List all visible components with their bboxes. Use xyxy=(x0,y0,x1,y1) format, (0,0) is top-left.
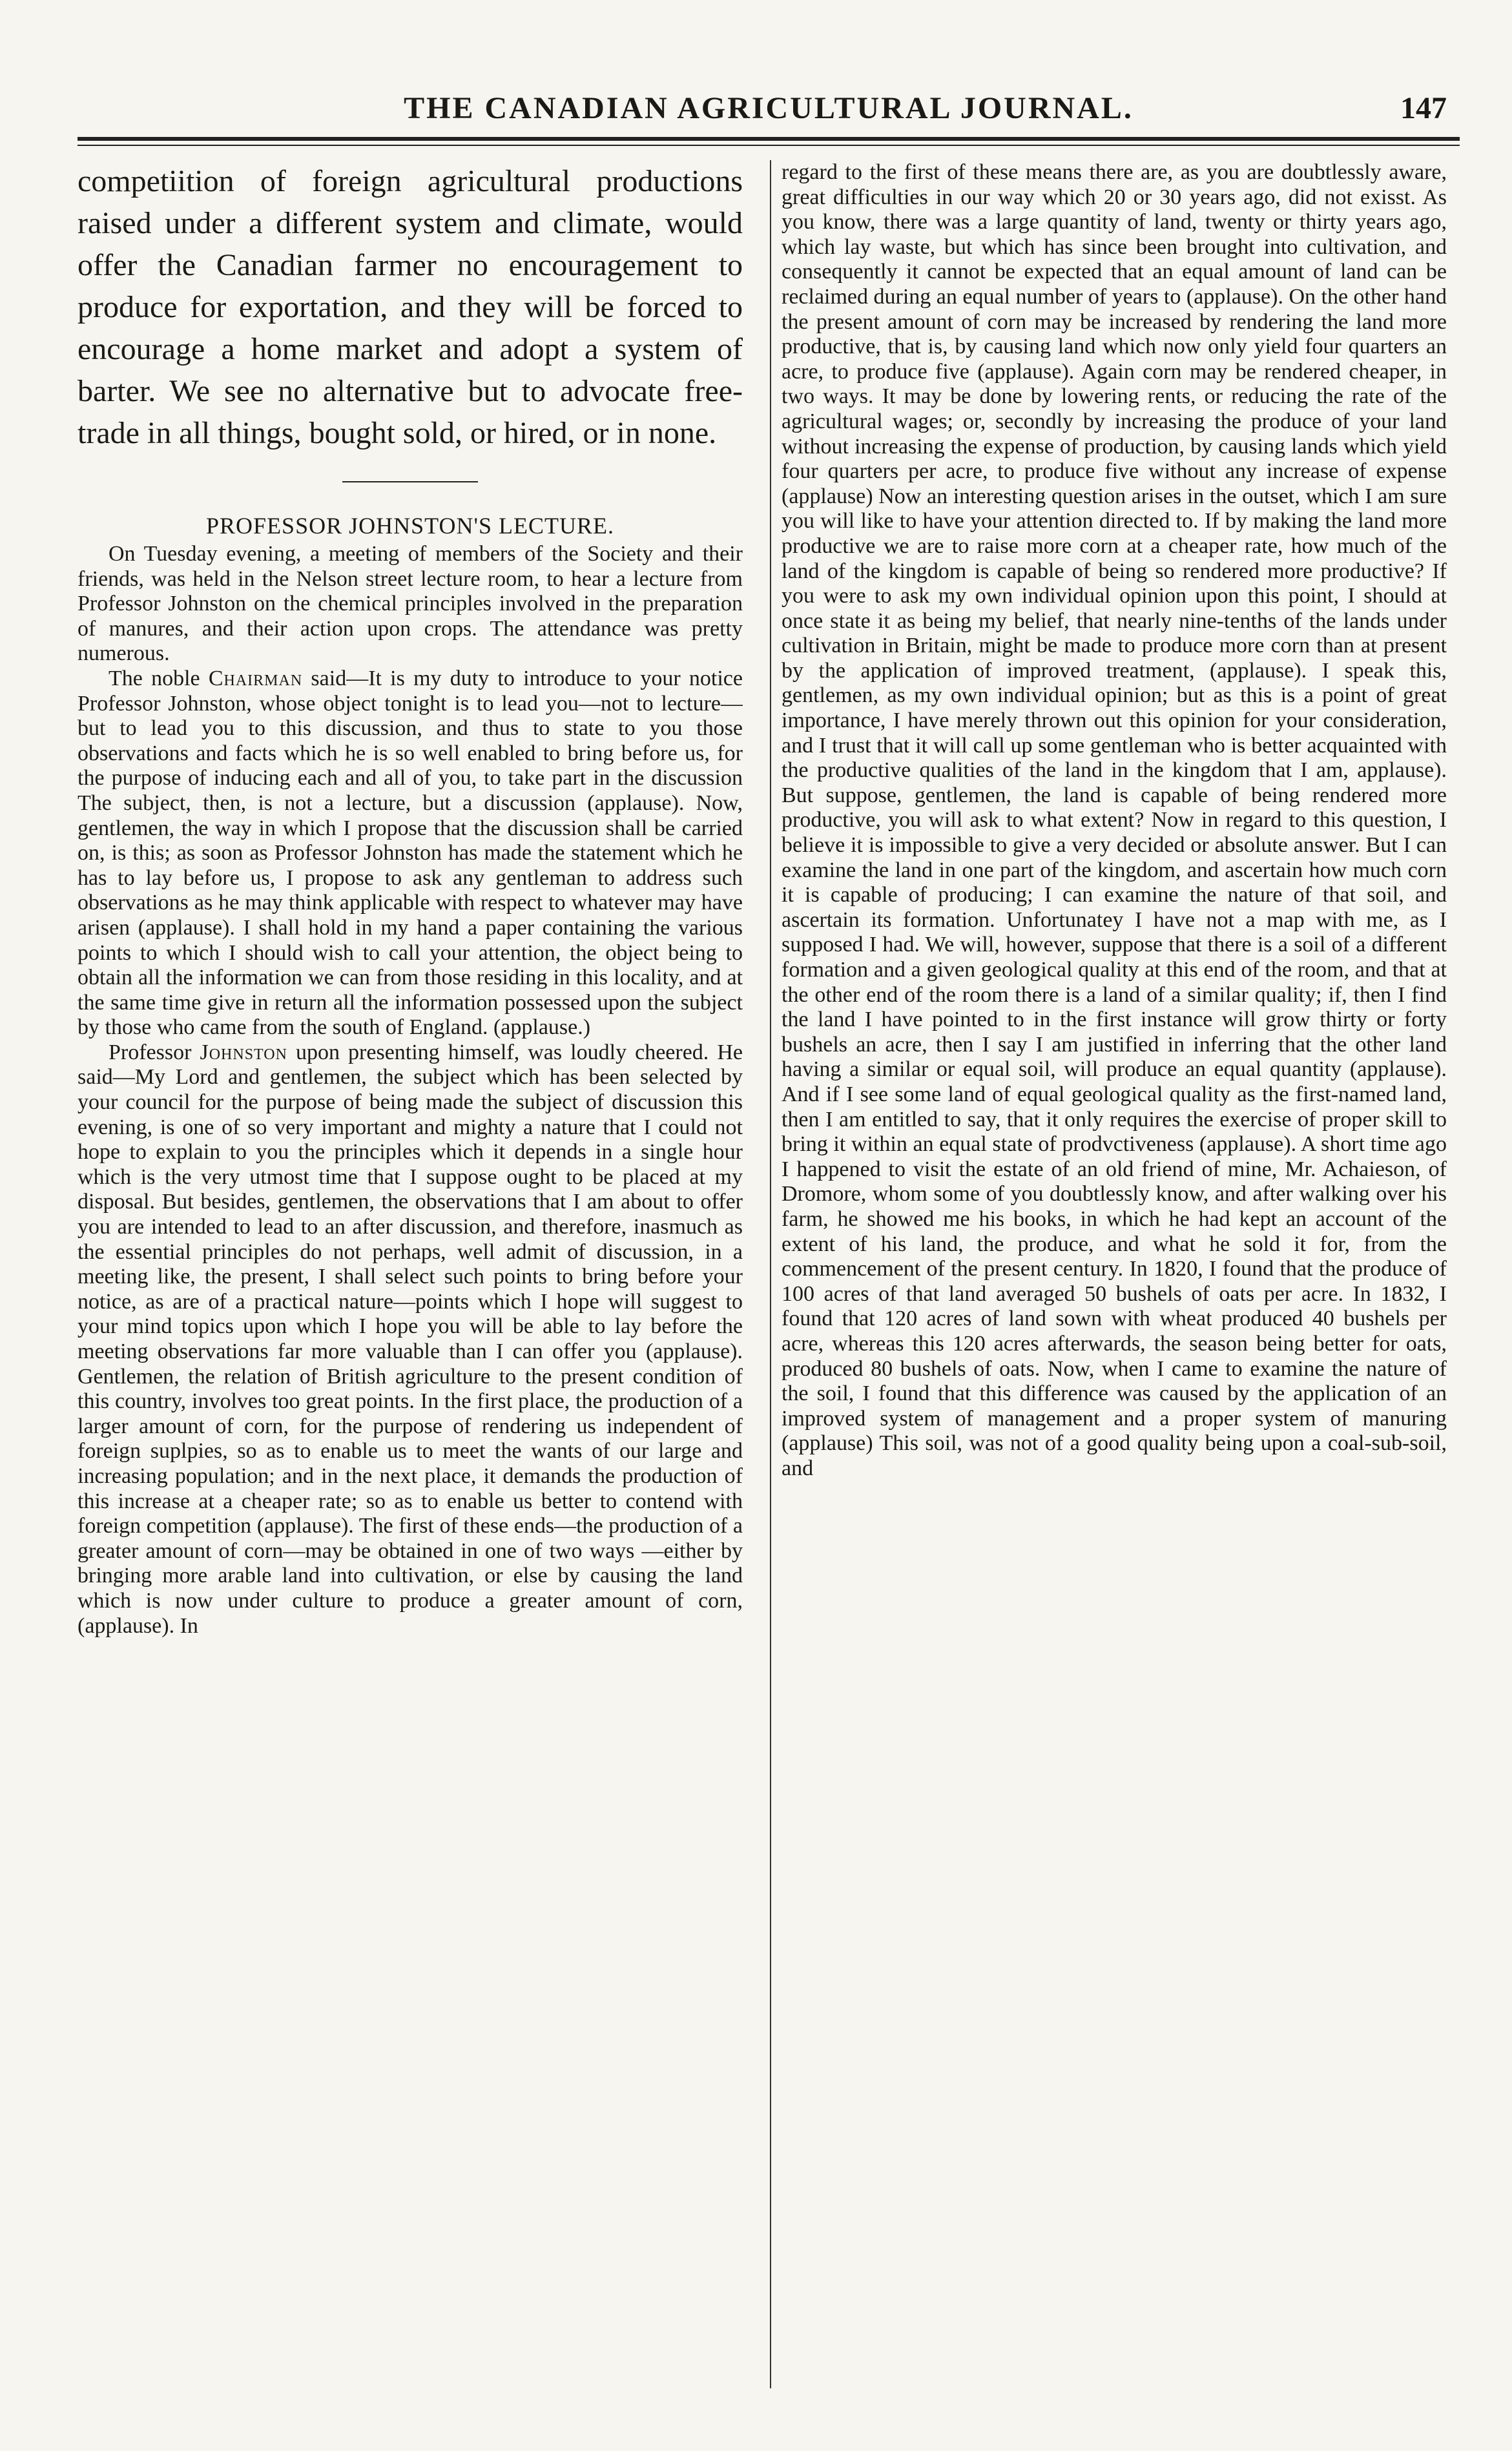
header-rule-thick xyxy=(78,137,1460,141)
speaker-name-chairman: Chairman xyxy=(208,666,303,690)
article-paragraph-2 xyxy=(78,667,743,1040)
page-number: 147 xyxy=(1400,91,1447,125)
left-column xyxy=(78,160,743,2388)
right-column xyxy=(782,160,1447,2388)
article-heading: PROFESSOR JOHNSTON'S LECTURE. xyxy=(206,513,614,539)
column-divider xyxy=(770,160,771,2388)
header-rule-thin xyxy=(78,145,1460,146)
paragraph-3-text: upon presenting himself, was loudly cheered. He said—My Lord and gentlemen, the subject which has been selected by your council for the purpose of being made the subject of discussion this evening, is one of so very important and mighty a nature that I could not hope to explain to you the principles which it depends in a single hour which is the very utmost time that I suppose ought to be placed at my disposal. But besides, gentlemen, the observations that I am about to offer you are intended to lead to an after discussion, and therefore, inasmuch as the essential principles do not perhaps, well admit of discussion, in a meeting like, the present, I shall select such points to bring before your notice, as are of a practical nature—points which I hope will suggest to your mind topics upon which I hope you will be able to lay before the meeting observations far more valuable than I can offer you (applause). Gentlemen, the relation of British agriculture to the present condition of this country, involves too great points. In the first place, the production of a larger amount of corn, for the purpose of rendering us independent of foreign suplpies, so as to enable us to meet the wants of our large and increasing population; and in the next place, it demands the production of this increase at a cheaper rate; so as to enable us better to contend with foreign competition (applause). The first of these ends—the production of a greater amount of corn—may be obtained in one of two ways —either by bringing more arable land into cultivation, or else by causing the land which is now under culture to produce a greater amount of corn, (applause). In xyxy=(78,1040,743,1638)
lead-paragraph: competiition of foreign agricultural productions raised under a different system and climate, would offer the Canadian farmer no encouragement to produce for exportation, and they will be forced to encourage a home market and adopt a system of barter. We see no alternative but to advocate free-trade in all things, bought sold, or hired, or in none. xyxy=(78,164,743,450)
paragraph-3-lead: Professor xyxy=(109,1040,200,1064)
section-divider xyxy=(342,481,478,482)
running-title: THE CANADIAN AGRICULTURAL JOURNAL. xyxy=(404,91,1134,125)
page-header xyxy=(78,90,1460,129)
speaker-name-johnston: Johnston xyxy=(200,1040,287,1064)
article-paragraph-1: On Tuesday evening, a meeting of members of the Society and their friends, was held in the Nelson street lecture room, to hear a lecture from Professor Johnston on the chemical principles involved in the preparation of manures, and their action upon crops. The attendance was pretty numerous. xyxy=(78,542,743,666)
article-paragraph-3 xyxy=(78,1040,743,1639)
paragraph-2-lead: The noble xyxy=(109,666,209,690)
continued-paragraph: regard to the first of these means there are, as you are doubtlessly aware, great difficulties in our way which 20 or 30 years ago, did not exisst. As you know, there was a large quantity of land, twenty or thirty years ago, which lay waste, but which has since been brought into cultivation, and consequently it cannot be expected that an equal amount of land can be reclaimed during an equal number of years to (applause). On the other hand the present amount of corn may be increased by rendering the land more productive, that is, by causing land which now only yield four quarters an acre, to produce five (applause). Again corn may be rendered cheaper, in two ways. It may be done by lowering rents, or reducing the rate of the agricultural wages; or, secondly by increasing the produce of your land without increasing the expense of production, by causing lands which yield four quarters per acre, to produce five without any increase of expense (applause) Now an interesting question arises in the outset, which I am sure you will like to have your attention directed to. If by making the land more productive we are to raise more corn at a cheaper rate, how much of the land of the kingdom is capable of being so rendered more productive? If you were to ask my own individual opinion upon this point, I should at once state it as being my belief, that nearly nine-tenths of the lands under cultivation in Britain, might be made to produce more corn than at present by the application of improved treatment, (applause). I speak this, gentlemen, as my own individual opinion; but as this is a point of great importance, I have merely thrown out this opinion for your consideration, and I trust that it will call up some gentleman who is better acquainted with the productive qualities of the land in the kingdom that I am, applause). But suppose, gentlemen, the land is capable of being rendered more productive, you will ask to what extent? Now in regard to this question, I believe it is impossible to give a very decided or absolute answer. But I can examine the land in one part of the kingdom, and ascertain how much corn it is capable of producing; I can examine the nature of that soil, and ascertain its formation. Unfortunatey I have not a map with me, as I supposed I had. We will, however, suppose that there is a soil of a different formation and a given geological quality at this end of the room, and that at the other end of the room there is a land of a similar quality; if, then I find the land I have pointed to in the first instance will grow thirty or forty bushels an acre, then I say I am justified in inferring that the other land having a similar or equal soil, will produce an equal quantity (applause). And if I see some land of equal geological quality as the first-named land, then I am entitled to say, that it only requires the exercise of proper skill to bring it within an equal state of prodvctiveness (applause). A short time ago I happened to visit the estate of an old friend of mine, Mr. Achaieson, of Dromore, whom some of you doubtlessly know, and after walking over his farm, he showed me his books, in which he had kept an account of the extent of his land, the produce, and what he sold it for, from the commencement of the present century. In 1820, I found that the produce of 100 acres of that land averaged 50 bushels of oats per acre. In 1832, I found that 120 acres of land sown with wheat produced 40 bushels per acre, whereas this 120 acres afterwards, the season being better for oats, produced 80 bushels of oats. Now, when I came to examine the nature of the soil, I found that this difference was caused by the application of an improved system of management and a proper system of manuring (applause) This soil, was not of a good quality being upon a coal-sub-soil, and xyxy=(782,160,1447,1480)
paragraph-2-text: said—It is my duty to introduce to your notice Professor Johnston, whose object tonight is to lead you—not to lecture—but to lead you to this discussion, and thus to state to you those observations and facts which he is so well enabled to bring before us, for the purpose of inducing each and all of you, to take part in the discussion The subject, then, is not a lecture, but a discussion (applause). Now, gentlemen, the way in which I propose that the discussion shall be carried on, is this; as soon as Professor Johnston has made the statement which he has to lay before us, I propose to ask any gentleman to address such observations as he may think applicable with respect to whatever may have arisen (applause). I shall hold in my hand a paper containing the various points to which I should wish to call your attention, the object being to obtain all the information we can from those residing in this locality, and at the same time give in return all the information possessed upon the subject by those who came from the south of England. (applause.) xyxy=(78,666,743,1040)
